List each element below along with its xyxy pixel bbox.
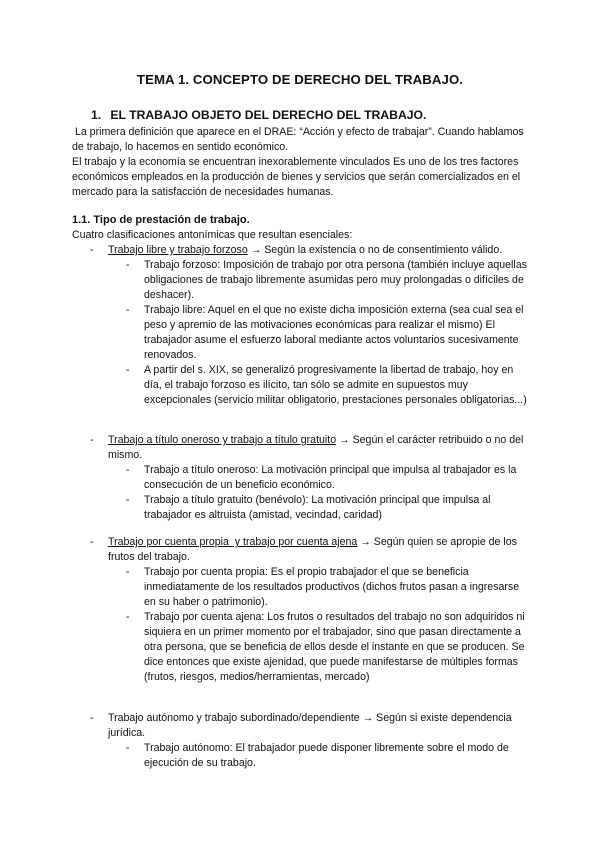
point-text: Trabajo a título oneroso: La motivación principal que impulsa al trabajador es la consecución de un beneficio económico. <box>144 464 517 491</box>
classification-points <box>72 463 532 523</box>
section-heading-text: EL TRABAJO OBJETO DEL DERECHO DEL TRABAJO. <box>110 108 427 122</box>
intro-paragraph-1: La primera definición que aparece en el DRAE: “Acción y efecto de trabajar”. Cuando hablamos de trabajo, lo hacemos en sentido económico. <box>72 126 527 153</box>
section-intro <box>72 125 532 200</box>
classification-item <box>72 433 532 463</box>
dash-bullet: - <box>90 434 94 446</box>
classification-list-2 <box>72 433 532 523</box>
classification-point <box>108 493 532 523</box>
classification-title: Trabajo autónomo y trabajo subordinado/dependiente <box>108 712 360 724</box>
classification-criterion: → Según quien se apropie de los frutos del trabajo. <box>108 536 517 563</box>
dash-bullet: - <box>126 304 130 316</box>
page-title: TEMA 1. CONCEPTO DE DERECHO DEL TRABAJO. <box>136 72 464 87</box>
classification-criterion: → Según el carácter retribuido o no del mismo. <box>108 434 524 461</box>
classification-criterion: → Según si existe dependencia jurídica. <box>108 712 512 739</box>
classification-points <box>72 258 532 408</box>
subsection-intro: Cuatro clasificaciones antonímicas que resultan esenciales: <box>72 229 353 241</box>
classification-point <box>108 565 532 610</box>
dash-bullet: - <box>90 712 94 724</box>
classification-title: Trabajo a título oneroso y trabajo a título gratuito <box>108 434 337 446</box>
section-number: 1. <box>91 108 102 122</box>
dash-bullet: - <box>126 566 130 578</box>
intro-paragraph-2: El trabajo y la economía se encuentran inexorablemente vinculados Es uno de los tres factores económicos empleados en la producción de bienes y servicios que serán comercializados en el mercado para la satisfacción de necesidades humanas. <box>72 156 521 198</box>
point-text: Trabajo a título gratuito (benévolo): La motivación principal que impulsa al trabajador es altruista (amistad, vecindad, caridad) <box>144 494 491 521</box>
dash-bullet: - <box>90 244 94 256</box>
subsection-heading: 1.1. Tipo de prestación de trabajo. <box>72 214 250 226</box>
point-text: Trabajo por cuenta propia: Es el propio trabajador el que se beneficia inmediatamente de los resultados productivos (dichos frutos pasan a ingresarse en su haber o patrimonio). <box>144 566 520 608</box>
classification-item <box>72 243 532 258</box>
classification-point <box>108 303 532 363</box>
point-text: Trabajo libre: Aquel en el que no existe dicha imposición externa (sea cual sea el peso y apremio de las motivaciones económicas para realizar el mismo) El trabajador asume el esfuerzo laboral mediante actos voluntarios sucesivamente renovados. <box>144 304 524 361</box>
dash-bullet: - <box>126 611 130 623</box>
classification-title: Trabajo libre y trabajo forzoso <box>108 244 248 256</box>
dash-bullet: - <box>126 494 130 506</box>
classification-list-4 <box>72 711 532 771</box>
classification-list-1 <box>72 243 532 408</box>
classification-criterion: → Según la existencia o no de consentimiento válido. <box>247 244 503 256</box>
classification-points <box>72 741 532 771</box>
point-text: Trabajo forzoso: Imposición de trabajo por otra persona (también incluye aquellas obligaciones de trabajo libremente asumidas pero muy prolongadas o difíciles de deshacer). <box>144 259 527 301</box>
classification-point <box>108 363 532 408</box>
classification-point <box>108 741 532 771</box>
classification-point <box>108 463 532 493</box>
dash-bullet: - <box>126 464 130 476</box>
classification-list-3 <box>72 535 532 685</box>
classification-points <box>72 565 532 685</box>
classification-title: Trabajo por cuenta propia y trabajo por cuenta ajena <box>108 536 358 548</box>
classification-point <box>108 610 532 685</box>
dash-bullet: - <box>126 742 130 754</box>
point-text: Trabajo autónomo: El trabajador puede disponer libremente sobre el modo de ejecución de su trabajo. <box>144 742 509 769</box>
dash-bullet: - <box>126 259 130 271</box>
classification-point <box>108 258 532 303</box>
dash-bullet: - <box>90 536 94 548</box>
point-text: Trabajo por cuenta ajena: Los frutos o resultados del trabajo no son adquiridos ni siquiera en un primer momento por el trabajador, sino que pasan directamente a otra persona, que se beneficia de ellos desde el instante en que se producen. Se dice entonces que existe ajenidad, que puede manifestarse de múltiples formas (frutos, riesgos, medios/herramientas, mercado) <box>144 611 525 683</box>
section-heading <box>91 108 426 123</box>
classification-item <box>72 535 532 565</box>
dash-bullet: - <box>126 364 130 376</box>
point-text: A partir del s. XIX, se generalizó progresivamente la libertad de trabajo, hoy en día, el trabajo forzoso es ilícito, tan sólo se admite en supuestos muy excepcionales (servicio militar obligatorio, prestaciones personales obligatorias...) <box>144 364 527 406</box>
classification-item <box>72 711 532 741</box>
